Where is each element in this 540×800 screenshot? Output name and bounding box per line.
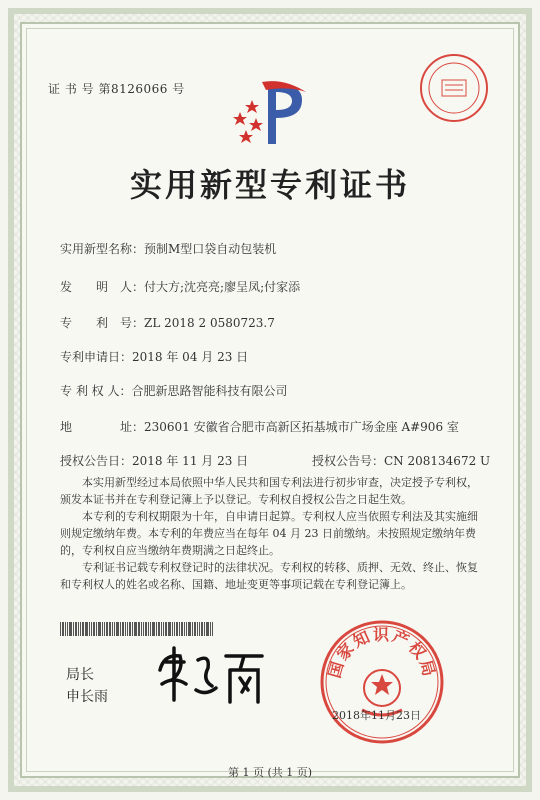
barcode-bar [80,622,81,636]
certificate-body-text [60,474,480,593]
barcode-bar [93,622,95,636]
barcode-bar [201,622,203,636]
barcode-bar [184,622,185,636]
barcode-bar [129,622,131,636]
patent-office-logo-icon [226,78,316,150]
barcode-bar [141,622,142,636]
barcode-bar [206,622,209,636]
field-grant-announcement-number: 授权公告号：CN 208134672 U [312,454,491,468]
barcode-bar [158,622,160,636]
field-address [60,418,459,435]
barcode-bar [204,622,205,636]
field-label: 授权公告日： [60,454,133,468]
field-application-date [60,348,248,365]
field-value: 付大方;沈亮亮;廖呈凤;付家添 [144,280,301,294]
field-patent-number [60,314,275,331]
barcode-bar [165,622,167,636]
barcode-bar [106,622,108,636]
field-grant-announcement-date [60,452,248,469]
barcode-bar [194,622,196,636]
barcode-bar [75,622,77,636]
barcode-bar [78,622,79,636]
barcode-bar [176,622,178,636]
field-value: 2018 年 11 月 23 日 [132,454,249,468]
barcode-bar [67,622,68,636]
barcode-bar [91,622,92,636]
barcode-bar [174,622,175,636]
barcode-bar [156,622,157,636]
field-utility-model-name [60,240,276,257]
barcode-bar [199,622,200,636]
barcode-bar [60,622,61,636]
barcode-bar [116,622,119,636]
director-signature-icon [150,640,270,710]
barcode-bar [172,622,173,636]
field-label: 专 利 号： [60,316,145,330]
field-patentee [60,382,287,399]
field-value: 预制M型口袋自动包装机 [144,242,277,256]
certificate-number: 证 书 号 第8126066 号 [48,82,185,96]
barcode-bar [161,622,162,636]
barcode-bar [85,622,88,636]
barcode-bar [186,622,187,636]
barcode-bar [197,622,198,636]
barcode-bar [134,622,137,636]
barcode-bar [127,622,128,636]
barcode-bar [210,622,211,636]
field-label: 专利申请日： [60,350,133,364]
top-seal-stamp-icon [418,52,490,124]
barcode-bar [138,622,140,636]
barcode-bar [132,622,133,636]
barcode-bar [102,622,103,636]
barcode-bar [120,622,121,636]
certificate-title: 实用新型专利证书 [129,166,410,204]
barcode-bar [212,622,213,636]
barcode-bar [163,622,164,636]
barcode-bar [89,622,90,636]
field-label: 专 利 权 人： [60,384,132,398]
barcode-bar [65,622,66,636]
barcode-bar [188,622,191,636]
barcode-bar [152,622,155,636]
page-footer: 第 1 页 (共 1 页) [227,766,313,779]
barcode-bar [96,622,97,636]
barcode-bar [112,622,113,636]
field-label: 实用新型名称： [60,242,145,256]
field-label: 发 明 人： [60,280,145,294]
barcode-bar [62,622,64,636]
barcode-bar [179,622,180,636]
barcode-bar [69,622,72,636]
barcode-bar [181,622,183,636]
barcode-bar [109,622,111,636]
official-seal [318,618,446,746]
svg-text:国家知识产权局 [325,625,440,680]
barcode-bar [98,622,101,636]
barcode [60,622,260,636]
seal-text: 国家知识产权局 [324,625,440,681]
barcode-bar [122,622,124,636]
barcode-bar [168,622,171,636]
field-value: ZL 2018 2 0580723.7 [144,316,275,330]
director-name: 申长雨 [66,689,108,705]
body-paragraph: 本实用新型经过本局依照中华人民共和国专利法进行初步审查，决定授予专利权，颁发本证书并在专利登记簿上予以登记。专利权自授权公告之日起生效。 [60,476,478,506]
field-value: 合肥新思路智能科技有限公司 [131,384,288,398]
body-paragraph: 专利证书记载专利权登记时的法律状况。专利权的转移、质押、无效、终止、恢复和专利权人的姓名或名称、国籍、地址变更等事项记载在专利登记簿上。 [60,561,478,591]
field-value: 2018 年 04 月 23 日 [132,350,249,364]
barcode-bar [145,622,147,636]
barcode-bar [82,622,84,636]
barcode-bar [143,622,144,636]
field-inventors [60,278,300,295]
barcode-bar [104,622,105,636]
field-value: 230601 安徽省合肥市高新区拓基城市广场金座 A#906 室 [144,420,459,434]
barcode-bar [73,622,74,636]
seal-date: 2018年11月23日 [332,709,421,722]
barcode-bar [192,622,193,636]
barcode-bar [125,622,126,636]
barcode-bar [150,622,151,636]
barcode-bar [148,622,149,636]
body-paragraph: 本专利的专利权期限为十年，自申请日起算。专利权人应当依照专利法及其实施细则规定缴纳年费。本专利的年费应当在每年 04 月 23 日前缴纳。未按照规定缴纳年费的，专利权自应当缴纳年费期满之日起终止。 [60,510,478,557]
barcode-bar [114,622,115,636]
director-title: 局长 [66,667,94,683]
field-label: 地 址： [60,420,145,434]
